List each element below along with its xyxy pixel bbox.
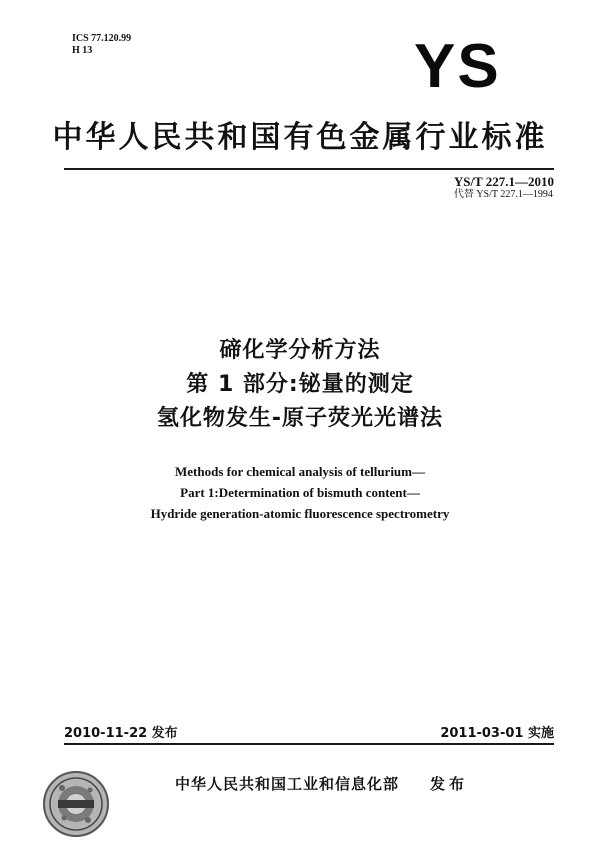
top-divider <box>64 168 554 170</box>
replaces-standard: 代替 YS/T 227.1—1994 <box>453 189 553 200</box>
implementation-date: 2011-03-01 实施 <box>440 726 554 741</box>
title-en-line1: Methods for chemical analysis of tellurium— <box>175 464 425 479</box>
issue-action: 发布 <box>430 775 469 793</box>
title-cn-line2: 第 1 部分:铋量的测定 <box>186 372 414 397</box>
bottom-divider <box>64 743 554 745</box>
title-cn-line1: 碲化学分析方法 <box>219 338 381 363</box>
title-en-line3: Hydride generation-atomic fluorescence spectrometry <box>150 506 450 521</box>
seal-icon <box>42 770 110 838</box>
standard-category-title: 中华人民共和国有色金属行业标准 <box>52 120 548 155</box>
ys-logo: YS <box>414 32 501 101</box>
issue-date: 2010-11-22 发布 <box>64 726 178 741</box>
standard-number: YS/T 227.1—2010 <box>453 174 554 189</box>
standard-number-block <box>454 174 554 201</box>
ics-number: ICS 77.120.99 <box>72 33 132 44</box>
title-en-line2: Part 1:Determination of bismuth content— <box>180 485 420 500</box>
issuing-authority: 中华人民共和国工业和信息化部 <box>175 775 400 793</box>
ccs-number: H 13 <box>72 45 93 56</box>
title-cn-line3: 氢化物发生-原子荧光光谱法 <box>156 406 444 431</box>
ics-code <box>72 33 131 57</box>
